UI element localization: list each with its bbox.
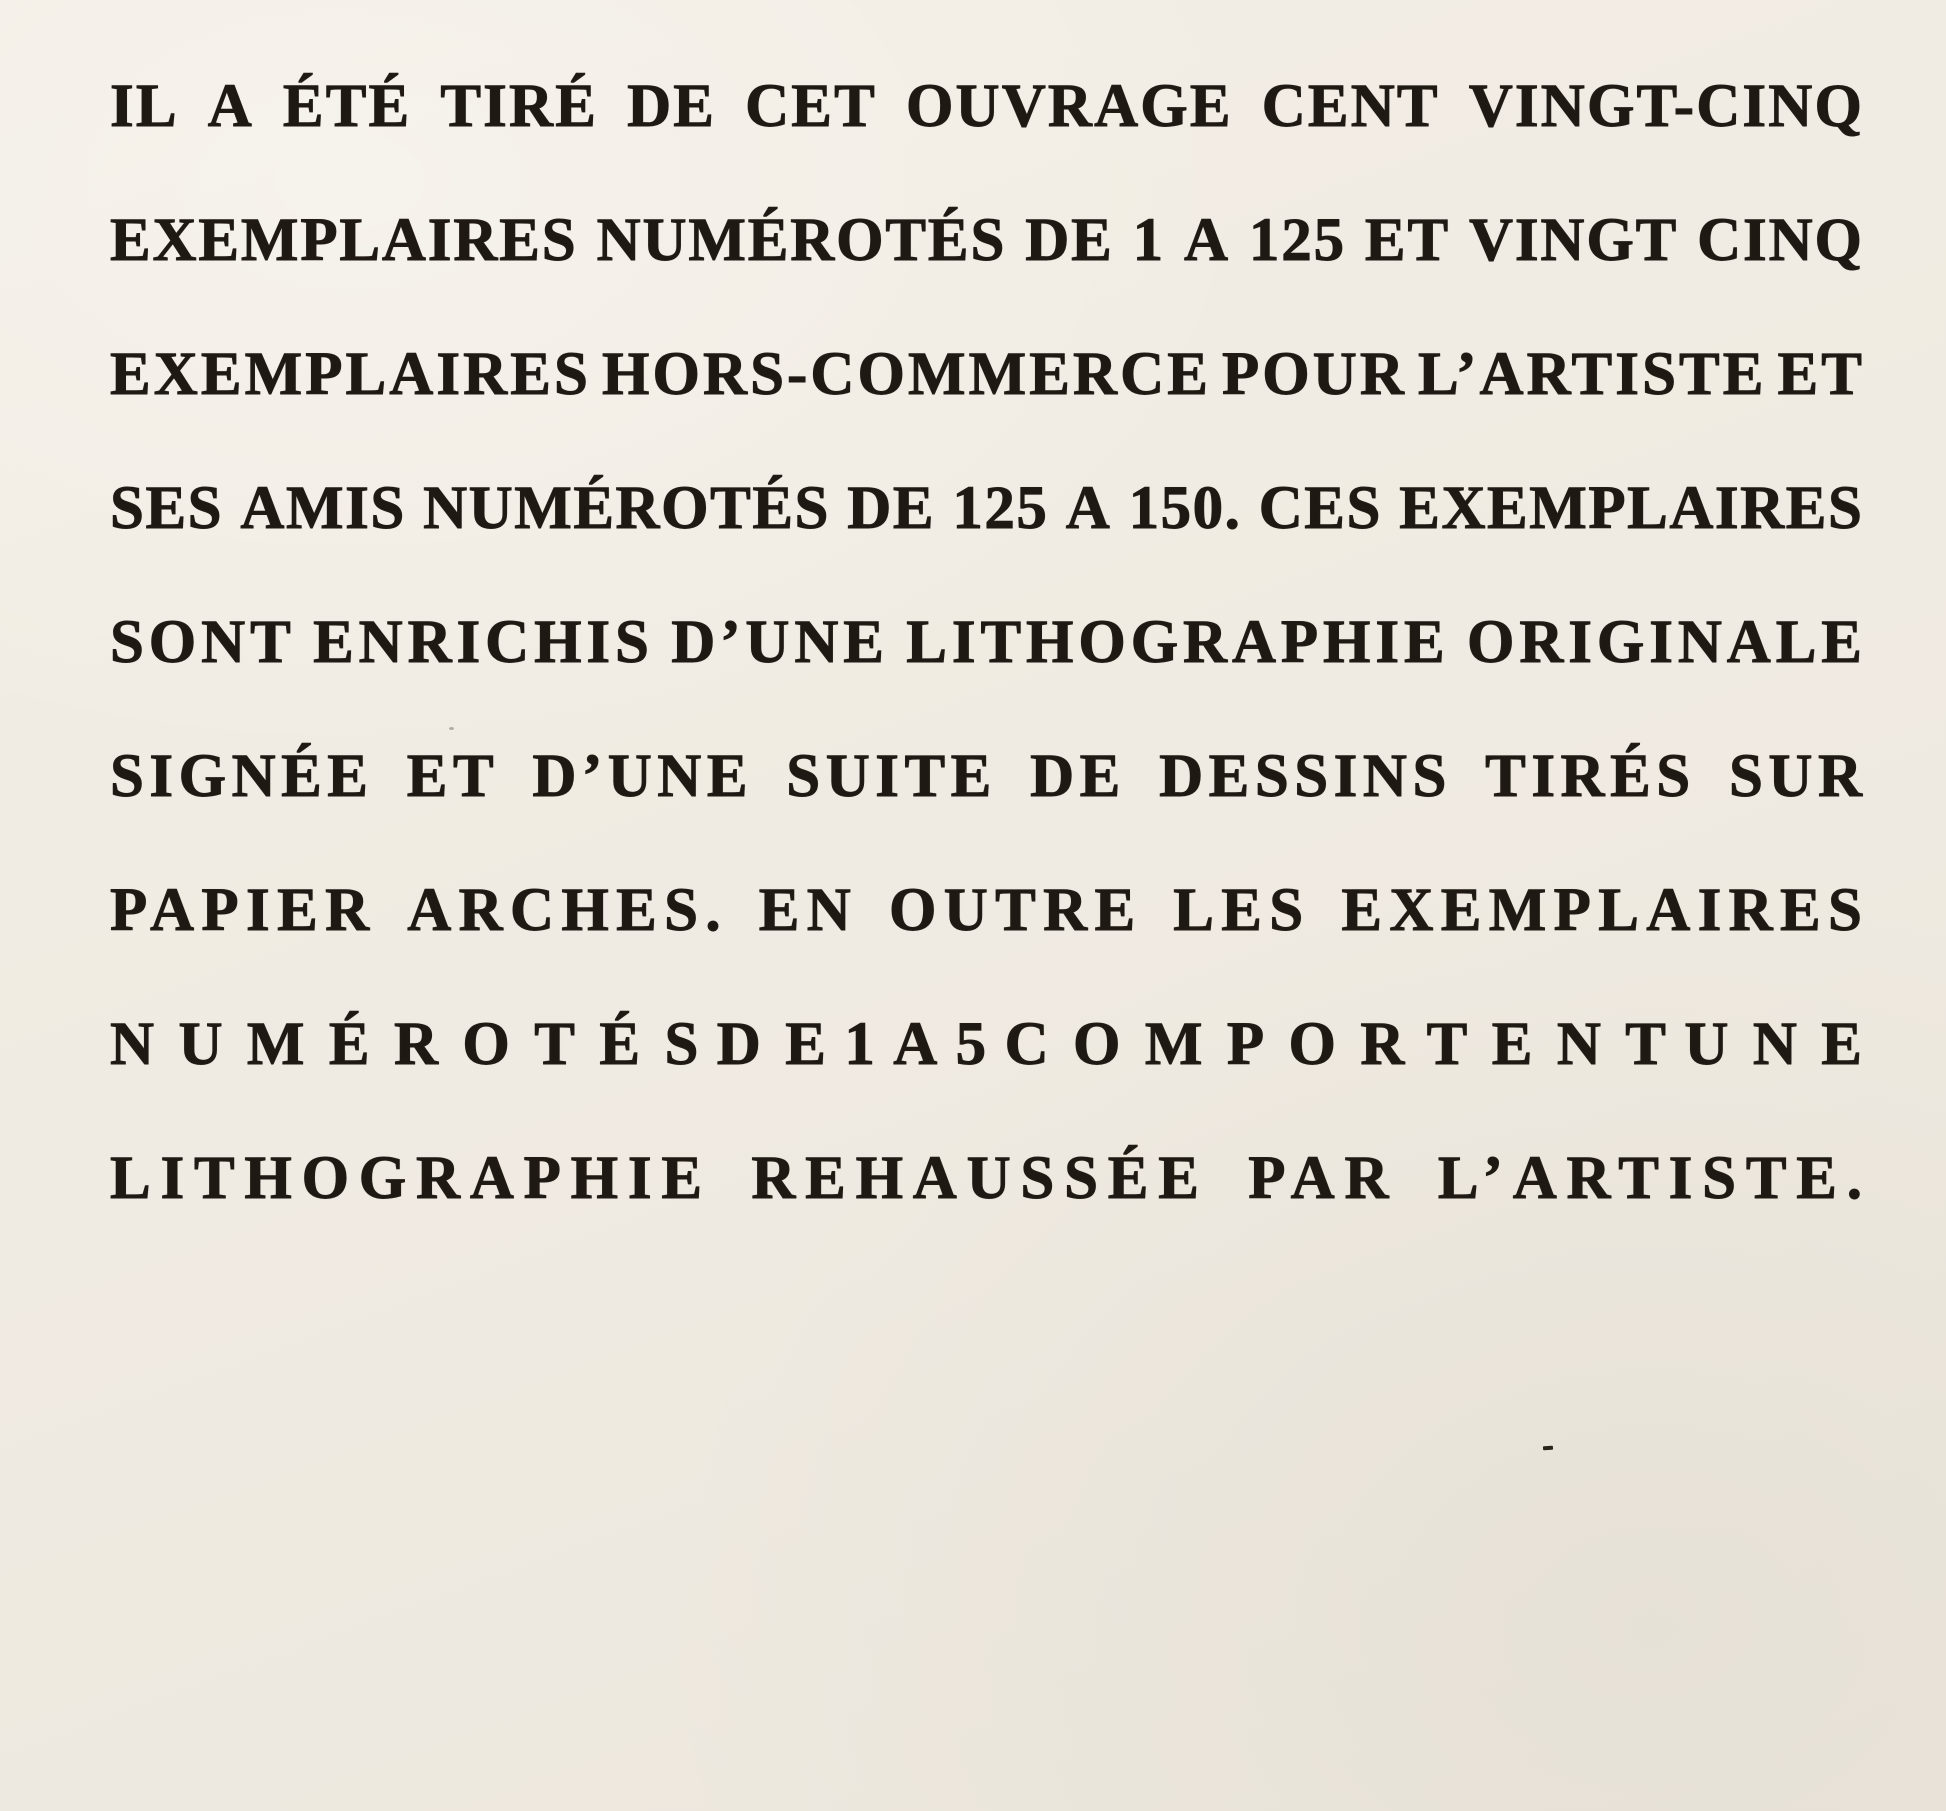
word: 150. xyxy=(1128,475,1242,542)
word: ET xyxy=(406,743,500,810)
word: COMPORTENT xyxy=(1004,1011,1691,1078)
word: SUITE xyxy=(786,743,997,810)
text-line xyxy=(110,1112,1872,1246)
text-line xyxy=(110,442,1862,576)
word: DE xyxy=(1030,743,1126,810)
word: ARCHES. xyxy=(407,877,728,944)
word: LITHOGRAPHIE xyxy=(110,1145,712,1212)
word: AMIS xyxy=(240,475,406,542)
word: VINGT-CINQ xyxy=(1468,73,1865,140)
word: SONT xyxy=(110,609,296,676)
word: D’UNE xyxy=(532,743,754,810)
word: POUR xyxy=(1221,341,1407,408)
word: LES xyxy=(1173,877,1311,944)
word: EXEMPLAIRES xyxy=(1399,475,1864,542)
word: UNE xyxy=(1684,1011,1887,1078)
word: VINGT xyxy=(1468,207,1679,274)
word: ET xyxy=(1364,207,1450,274)
word: HORS-COMMERCE xyxy=(601,341,1211,408)
word: NUMÉROTÉS xyxy=(110,1011,723,1078)
text-line xyxy=(110,308,1866,442)
word: ÉTÉ xyxy=(282,73,412,140)
word: D’UNE xyxy=(671,609,889,676)
word: SIGNÉE xyxy=(110,743,374,810)
word: L’ARTISTE xyxy=(1417,341,1767,408)
text-line xyxy=(110,40,1865,174)
word: DE xyxy=(847,475,936,542)
word: OUVRAGE xyxy=(905,73,1233,140)
word: DE xyxy=(716,1011,851,1078)
word: 125 xyxy=(1248,207,1346,274)
word: 5 xyxy=(955,1011,1011,1078)
word: PAR xyxy=(1248,1145,1399,1212)
colophon-text xyxy=(110,40,1887,1246)
word: NUMÉROTÉS xyxy=(596,207,1007,274)
word: LITHOGRAPHIE xyxy=(906,609,1450,676)
text-line xyxy=(110,174,1862,308)
word: A xyxy=(1184,207,1230,274)
word: CES xyxy=(1258,475,1382,542)
word: CENT xyxy=(1261,73,1440,140)
word: EN xyxy=(758,877,859,944)
word: TIRÉ xyxy=(440,73,599,140)
word: EXEMPLAIRES xyxy=(110,207,578,274)
text-line xyxy=(110,978,1887,1112)
word: A xyxy=(893,1011,962,1078)
word: PAPIER xyxy=(110,877,377,944)
word: DESSINS xyxy=(1159,743,1452,810)
word: ET xyxy=(1777,341,1866,408)
word: CET xyxy=(745,73,877,140)
word: SUR xyxy=(1728,743,1868,810)
word: 125 xyxy=(952,475,1049,542)
word: EXEMPLAIRES xyxy=(110,341,591,408)
word: 1 xyxy=(1132,207,1165,274)
ink-dash xyxy=(1543,1446,1553,1451)
word: CINQ xyxy=(1697,207,1864,274)
word: ORIGINALE xyxy=(1467,609,1867,676)
text-line xyxy=(110,576,1867,710)
word: A xyxy=(207,73,254,140)
word: SES xyxy=(110,475,224,542)
text-line xyxy=(110,844,1870,978)
word: A xyxy=(1065,475,1112,542)
word: 1 xyxy=(844,1011,900,1078)
paper-speck xyxy=(449,727,454,730)
word: ENRICHIS xyxy=(313,609,654,676)
word: L’ARTISTE. xyxy=(1437,1145,1872,1212)
word: REHAUSSÉE xyxy=(751,1145,1209,1212)
word: NUMÉROTÉS xyxy=(423,475,830,542)
text-line xyxy=(110,710,1868,844)
word: DE xyxy=(627,73,717,140)
word: IL xyxy=(110,73,179,140)
word: DE xyxy=(1025,207,1114,274)
word: OUTRE xyxy=(888,877,1143,944)
word: EXEMPLAIRES xyxy=(1341,877,1870,944)
word: TIRÉS xyxy=(1485,743,1696,810)
